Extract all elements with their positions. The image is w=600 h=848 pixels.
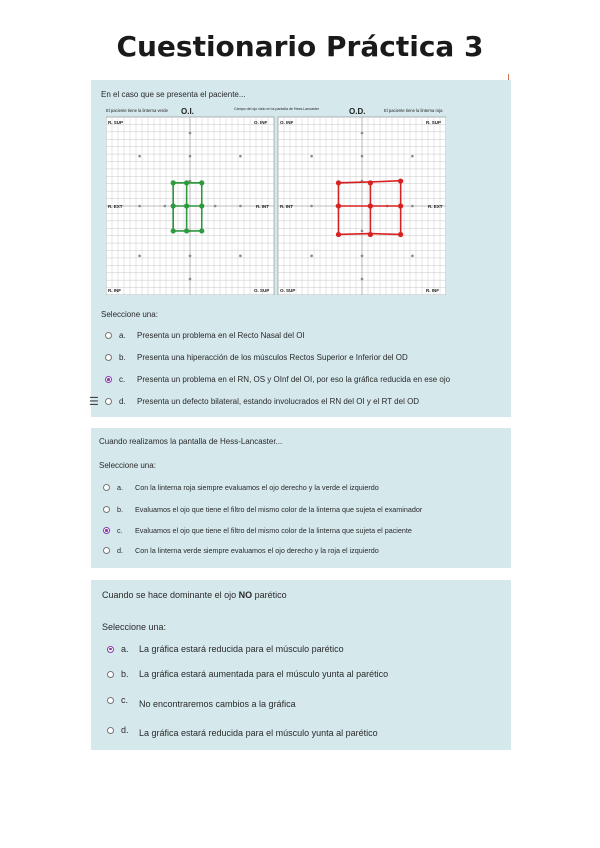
- radio-d[interactable]: [103, 547, 110, 554]
- chart-point: [184, 203, 189, 208]
- chart-point: [199, 228, 204, 233]
- select-prompt: Seleccione una:: [99, 461, 156, 470]
- question-card-2: [91, 428, 511, 568]
- grid-right-od: [278, 117, 446, 295]
- corner-label: O. INF: [254, 120, 268, 125]
- page-title: Cuestionario Práctica 3: [116, 30, 484, 63]
- question-text-emphasis: NO: [238, 590, 253, 600]
- question-text-part: Cuando se hace dominante el ojo: [102, 590, 239, 600]
- option-letter: d.: [119, 397, 126, 406]
- option-text: Presenta un problema en el RN, OS y OInf del OI, por eso la gráfica reducida en ese ojo: [137, 375, 451, 384]
- option-a[interactable]: [103, 483, 379, 492]
- option-letter: b.: [121, 669, 129, 679]
- option-text: La gráfica estará reducida para el músculo parético: [139, 644, 344, 654]
- option-text: Presenta una hiperacción de los músculos Rectos Superior e Inferior del OD: [137, 353, 408, 362]
- chart-point: [398, 203, 403, 208]
- option-letter: b.: [117, 505, 123, 514]
- option-a[interactable]: [107, 644, 344, 654]
- option-b[interactable]: [103, 505, 422, 514]
- chart-point: [171, 180, 176, 185]
- corner-label: R. SUP: [108, 120, 124, 125]
- chart-point: [184, 180, 189, 185]
- radio-a[interactable]: [103, 484, 110, 491]
- chart-point: [368, 203, 373, 208]
- chart-point: [368, 232, 373, 237]
- radio-d[interactable]: [107, 727, 114, 734]
- grid-note-right: El paciente tiene la linterna roja: [384, 108, 443, 113]
- option-letter: a.: [121, 644, 129, 654]
- radio-b[interactable]: [103, 506, 110, 513]
- option-b[interactable]: [105, 353, 408, 362]
- option-letter: a.: [117, 483, 123, 492]
- chart-point: [171, 228, 176, 233]
- select-prompt: Seleccione una:: [102, 622, 167, 632]
- grid-label-right: O.D.: [349, 107, 366, 116]
- radio-a[interactable]: [107, 646, 114, 653]
- chart-point: [184, 228, 189, 233]
- option-text: Con la linterna roja siempre evaluamos el ojo derecho y la verde el izquierdo: [135, 483, 379, 492]
- question-card-3: [91, 580, 511, 750]
- chart-point: [398, 232, 403, 237]
- option-a[interactable]: [105, 331, 305, 340]
- chart-point: [336, 203, 341, 208]
- option-c[interactable]: [107, 695, 296, 709]
- option-letter: a.: [119, 331, 126, 340]
- corner-label: O. INF: [280, 120, 294, 125]
- option-text: No encontraremos cambios a la gráfica: [139, 699, 296, 709]
- corner-label: R. INT: [256, 204, 269, 209]
- grid-note-left: El paciente tiene la linterna verde: [106, 108, 168, 113]
- corner-label: R. INT: [280, 204, 293, 209]
- corner-label: R. EXT: [108, 204, 123, 209]
- question-text-part: parético: [252, 590, 287, 600]
- option-text: Evaluamos el ojo que tiene el filtro del mismo color de la linterna que sujeta el examinador: [135, 505, 423, 514]
- option-c[interactable]: [103, 526, 412, 535]
- option-letter: b.: [119, 353, 126, 362]
- grid-label-left: O.I.: [181, 107, 194, 116]
- option-letter: c.: [117, 526, 123, 535]
- hess-lancaster-charts: [106, 105, 446, 295]
- corner-label: O. SUP: [280, 288, 296, 293]
- option-text: La gráfica estará aumentada para el músculo yunta al parético: [139, 669, 389, 679]
- option-c[interactable]: [105, 375, 450, 384]
- option-letter: d.: [121, 725, 129, 735]
- radio-c[interactable]: [105, 376, 112, 383]
- option-b[interactable]: [107, 669, 388, 679]
- corner-label: R. EXT: [428, 204, 443, 209]
- option-text: Presenta un defecto bilateral, estando involucrados el RN del OI y el RT del OD: [137, 397, 420, 406]
- radio-c[interactable]: [107, 697, 114, 704]
- corner-label: R. INF: [426, 288, 439, 293]
- chart-point: [368, 180, 373, 185]
- option-d[interactable]: [105, 397, 419, 406]
- question-card-1: [91, 80, 511, 417]
- option-letter: c.: [121, 695, 129, 705]
- question-text: [102, 590, 287, 600]
- chart-point: [336, 232, 341, 237]
- radio-d[interactable]: [105, 398, 112, 405]
- chart-point: [199, 180, 204, 185]
- select-prompt: Seleccione una:: [101, 310, 158, 319]
- radio-c[interactable]: [103, 527, 110, 534]
- radio-a[interactable]: [105, 332, 112, 339]
- grid-left-oi: [106, 117, 274, 295]
- option-text: Con la linterna verde siempre evaluamos el ojo derecho y la roja el izquierdo: [135, 546, 379, 555]
- grid-top-note: Campo del ojo visto en la pantalla de Hess-Lancaster: [234, 107, 320, 111]
- chart-point: [199, 203, 204, 208]
- option-text: Presenta un problema en el Recto Nasal del OI: [137, 331, 305, 340]
- option-d[interactable]: [107, 725, 378, 738]
- option-d[interactable]: [103, 546, 379, 555]
- menu-icon[interactable]: ☰: [89, 396, 99, 408]
- option-letter: d.: [117, 546, 123, 555]
- corner-label: R. INF: [108, 288, 121, 293]
- radio-b[interactable]: [105, 354, 112, 361]
- corner-label: R. SUP: [426, 120, 442, 125]
- option-text: La gráfica estará reducida para el músculo yunta al parético: [139, 728, 378, 738]
- radio-b[interactable]: [107, 671, 114, 678]
- chart-point: [398, 178, 403, 183]
- chart-point: [336, 180, 341, 185]
- corner-label: O. SUP: [254, 288, 270, 293]
- option-text: Evaluamos el ojo que tiene el filtro del mismo color de la linterna que sujeta el paciente: [135, 526, 412, 535]
- question-text: En el caso que se presenta el paciente...: [101, 90, 246, 99]
- question-text: Cuando realizamos la pantalla de Hess-Lancaster...: [99, 437, 283, 446]
- chart-point: [171, 203, 176, 208]
- option-letter: c.: [119, 375, 126, 384]
